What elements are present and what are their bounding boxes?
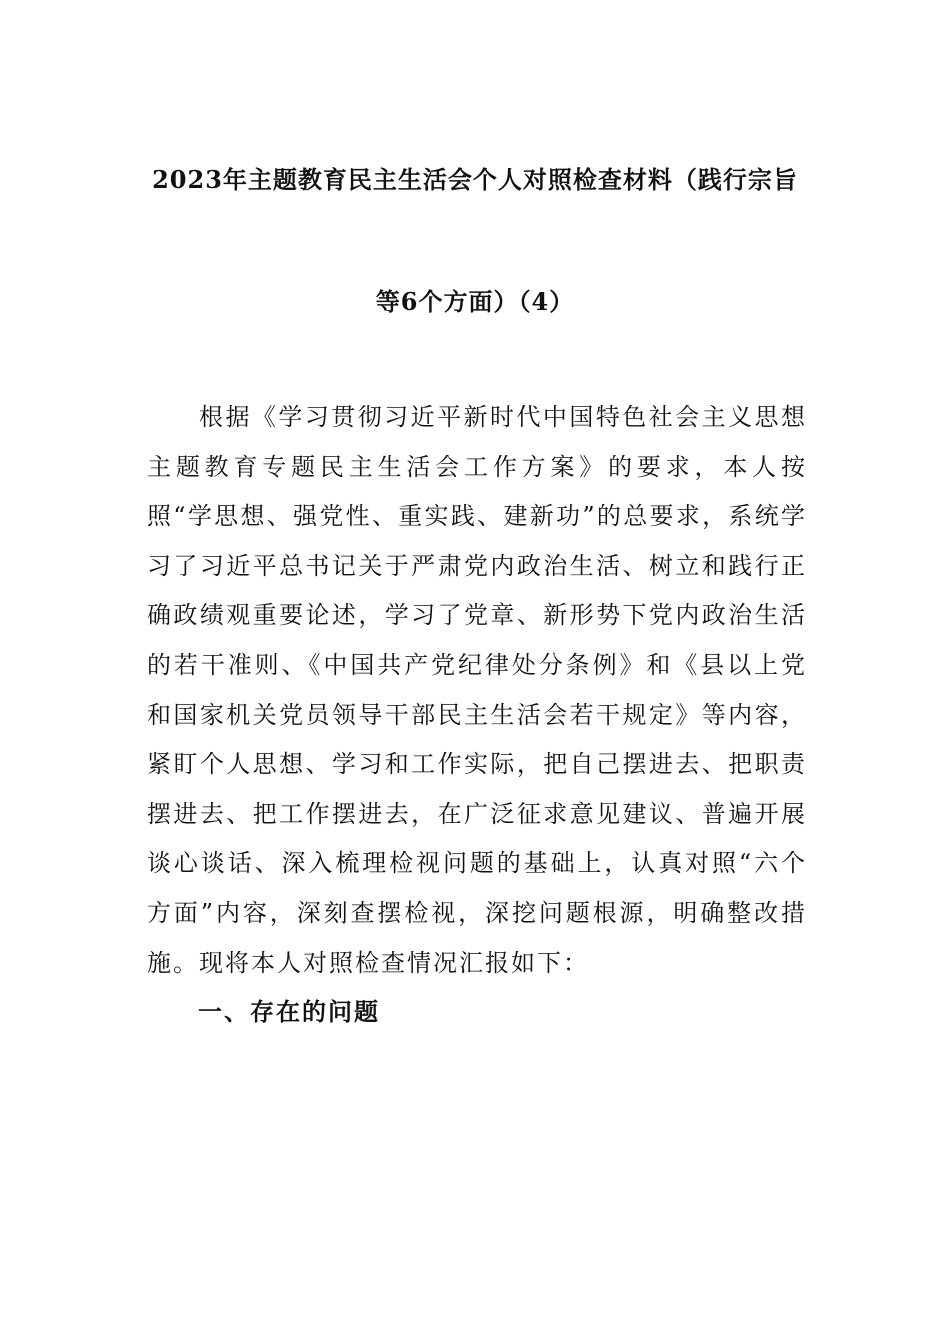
body-paragraph: 根据《学习贯彻习近平新时代中国特色社会主义思想主题教育专题民主生活会工作方案》的要求，本人按照“学思想、强党性、重实践、建新功”的总要求，系统学习了习近平总书记关于严肃党内政治生活、树立和践行正确政绩观重要论述，学习了党章、新形势下党内政治生活的若干准则、《中国共产党纪律处分条例》和《县以上党和国家机关党员领导干部民主生活会若干规定》等内容，紧盯个人思想、学习和工作实际，把自己摆进去、把职责摆进去、把工作摆进去，在广泛征求意见建议、普遍开展谈心谈话、深入梳理检视问题的基础上，认真对照“六个方面”内容，深刻查摆检视，深挖问题根源，明确整改措施。现将本人对照检查情况汇报如下： — [147, 403, 807, 977]
section-heading: 一、存在的问题 — [198, 997, 380, 1026]
document-title-line-2: 等6个方面）（4） — [375, 287, 575, 316]
document-title-line-1: 2023年主题教育民主生活会个人对照检查材料（践行宗旨 — [152, 165, 798, 194]
